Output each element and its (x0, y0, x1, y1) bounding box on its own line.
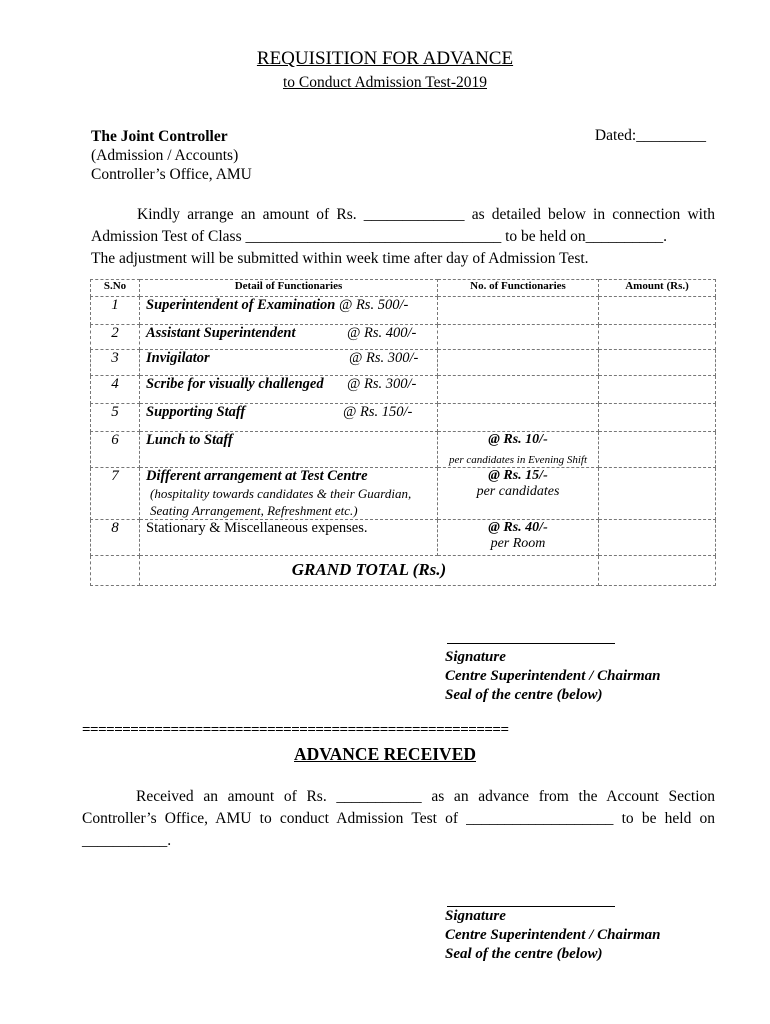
row-detail (140, 432, 438, 468)
header-sno: S.No (91, 280, 140, 297)
row-number-cell (438, 468, 599, 520)
dated-field: Dated:_________ (594, 127, 706, 144)
row-sno: 4 (91, 376, 140, 404)
row-detail-text: Scribe for visually challenged (146, 376, 324, 392)
table-row (91, 404, 716, 432)
addressee-line1: The Joint Controller (91, 128, 228, 145)
table-header-row (91, 280, 716, 297)
row-sno: 8 (91, 520, 140, 556)
row-sno: 5 (91, 404, 140, 432)
row-number-rate: @ Rs. 10/- (488, 432, 548, 447)
table-row (91, 520, 716, 556)
row-sno: 2 (91, 325, 140, 350)
addressee-line2: (Admission / Accounts) (91, 147, 239, 164)
row-number-cell (438, 432, 599, 468)
advance-received-title: ADVANCE RECEIVED (294, 744, 476, 764)
row-number-rate: @ Rs. 40/- (488, 520, 548, 535)
row-detail-text: Assistant Superintendent (146, 325, 296, 341)
row-number-rate: @ Rs. 15/- (488, 468, 548, 483)
request-paragraph: Kindly arrange an amount of Rs. _____________ as detailed below in connection with Admission Test of Class _________________________________ to be held on__________. (91, 206, 715, 245)
row-detail-text: Stationary & Miscellaneous expenses. (146, 520, 368, 536)
signature-seal: Seal of the centre (below) (445, 946, 603, 962)
row-amount-cell (599, 404, 716, 432)
row-number-cell (438, 350, 599, 376)
grand-total-label: GRAND TOTAL (Rs.) (140, 556, 599, 586)
row-detail (140, 350, 438, 376)
row-detail-text: Superintendent of Examination (146, 297, 336, 313)
row-amount-cell (599, 325, 716, 350)
row-amount-cell (599, 297, 716, 325)
row-number-cell (438, 297, 599, 325)
row-rate: @ Rs. 150/- (343, 404, 413, 420)
row-detail-text: Lunch to Staff (146, 432, 233, 448)
signature-designation: Centre Superintendent / Chairman (445, 668, 661, 684)
section-separator: ===================================================== (82, 722, 509, 738)
adjustment-note: The adjustment will be submitted within week time after day of Admission Test. (91, 250, 589, 267)
row-detail (140, 376, 438, 404)
row-detail-text: Supporting Staff (146, 404, 246, 420)
receipt-paragraph: Received an amount of Rs. ___________ as an advance from the Account Section Controller’s Office, AMU to conduct Admission Test of ___________________ to be held on ___________. (82, 788, 715, 849)
row-detail (140, 404, 438, 432)
page-subtitle: to Conduct Admission Test-2019 (282, 74, 487, 91)
row-number-cell (438, 325, 599, 350)
row-number-cell (438, 520, 599, 556)
row-number-cell (438, 404, 599, 432)
row-detail (140, 520, 438, 556)
row-detail-text: Invigilator (146, 350, 210, 366)
table-row (91, 350, 716, 376)
table-row (91, 297, 716, 325)
table-row (91, 432, 716, 468)
row-amount-cell (599, 350, 716, 376)
table-row (91, 325, 716, 350)
row-number-cell (438, 376, 599, 404)
signature-designation: Centre Superintendent / Chairman (445, 927, 661, 943)
page-title: REQUISITION FOR ADVANCE (256, 48, 514, 69)
row-sno: 6 (91, 432, 140, 468)
signature-line (447, 643, 615, 644)
grand-total-amount (599, 556, 716, 586)
row-rate: @ Rs. 300/- (347, 376, 417, 392)
functionaries-table (90, 279, 716, 586)
row-amount-cell (599, 432, 716, 468)
addressee-line3: Controller’s Office, AMU (91, 166, 252, 183)
header-number: No. of Functionaries (438, 280, 599, 297)
grand-total-blank (91, 556, 140, 586)
row-rate: @ Rs. 300/- (349, 350, 419, 366)
row-amount-cell (599, 468, 716, 520)
row-amount-cell (599, 376, 716, 404)
row-sno: 1 (91, 297, 140, 325)
row-detail-text: Different arrangement at Test Centre (146, 468, 368, 484)
row-number-note: per Room (490, 536, 546, 551)
row-sno: 7 (91, 468, 140, 520)
row-detail (140, 297, 438, 325)
row-sno: 3 (91, 350, 140, 376)
row-rate: @ Rs. 400/- (347, 325, 417, 341)
row-detail (140, 468, 438, 520)
signature-label: Signature (445, 908, 506, 924)
header-detail: Detail of Functionaries (140, 280, 438, 297)
signature-seal: Seal of the centre (below) (445, 687, 603, 703)
row-number-note: per candidates (476, 484, 560, 499)
row-number-note: per candidates in Evening Shift (448, 454, 588, 466)
grand-total-row (91, 556, 716, 586)
row-detail-note: (hospitality towards candidates & their Guardian, Seating Arrangement, Refreshment etc.) (150, 486, 412, 518)
row-rate: @ Rs. 500/- (338, 297, 409, 313)
table-row (91, 468, 716, 520)
row-amount-cell (599, 520, 716, 556)
header-amount: Amount (Rs.) (599, 280, 716, 297)
row-detail (140, 325, 438, 350)
table-row (91, 376, 716, 404)
signature-label: Signature (445, 649, 506, 665)
